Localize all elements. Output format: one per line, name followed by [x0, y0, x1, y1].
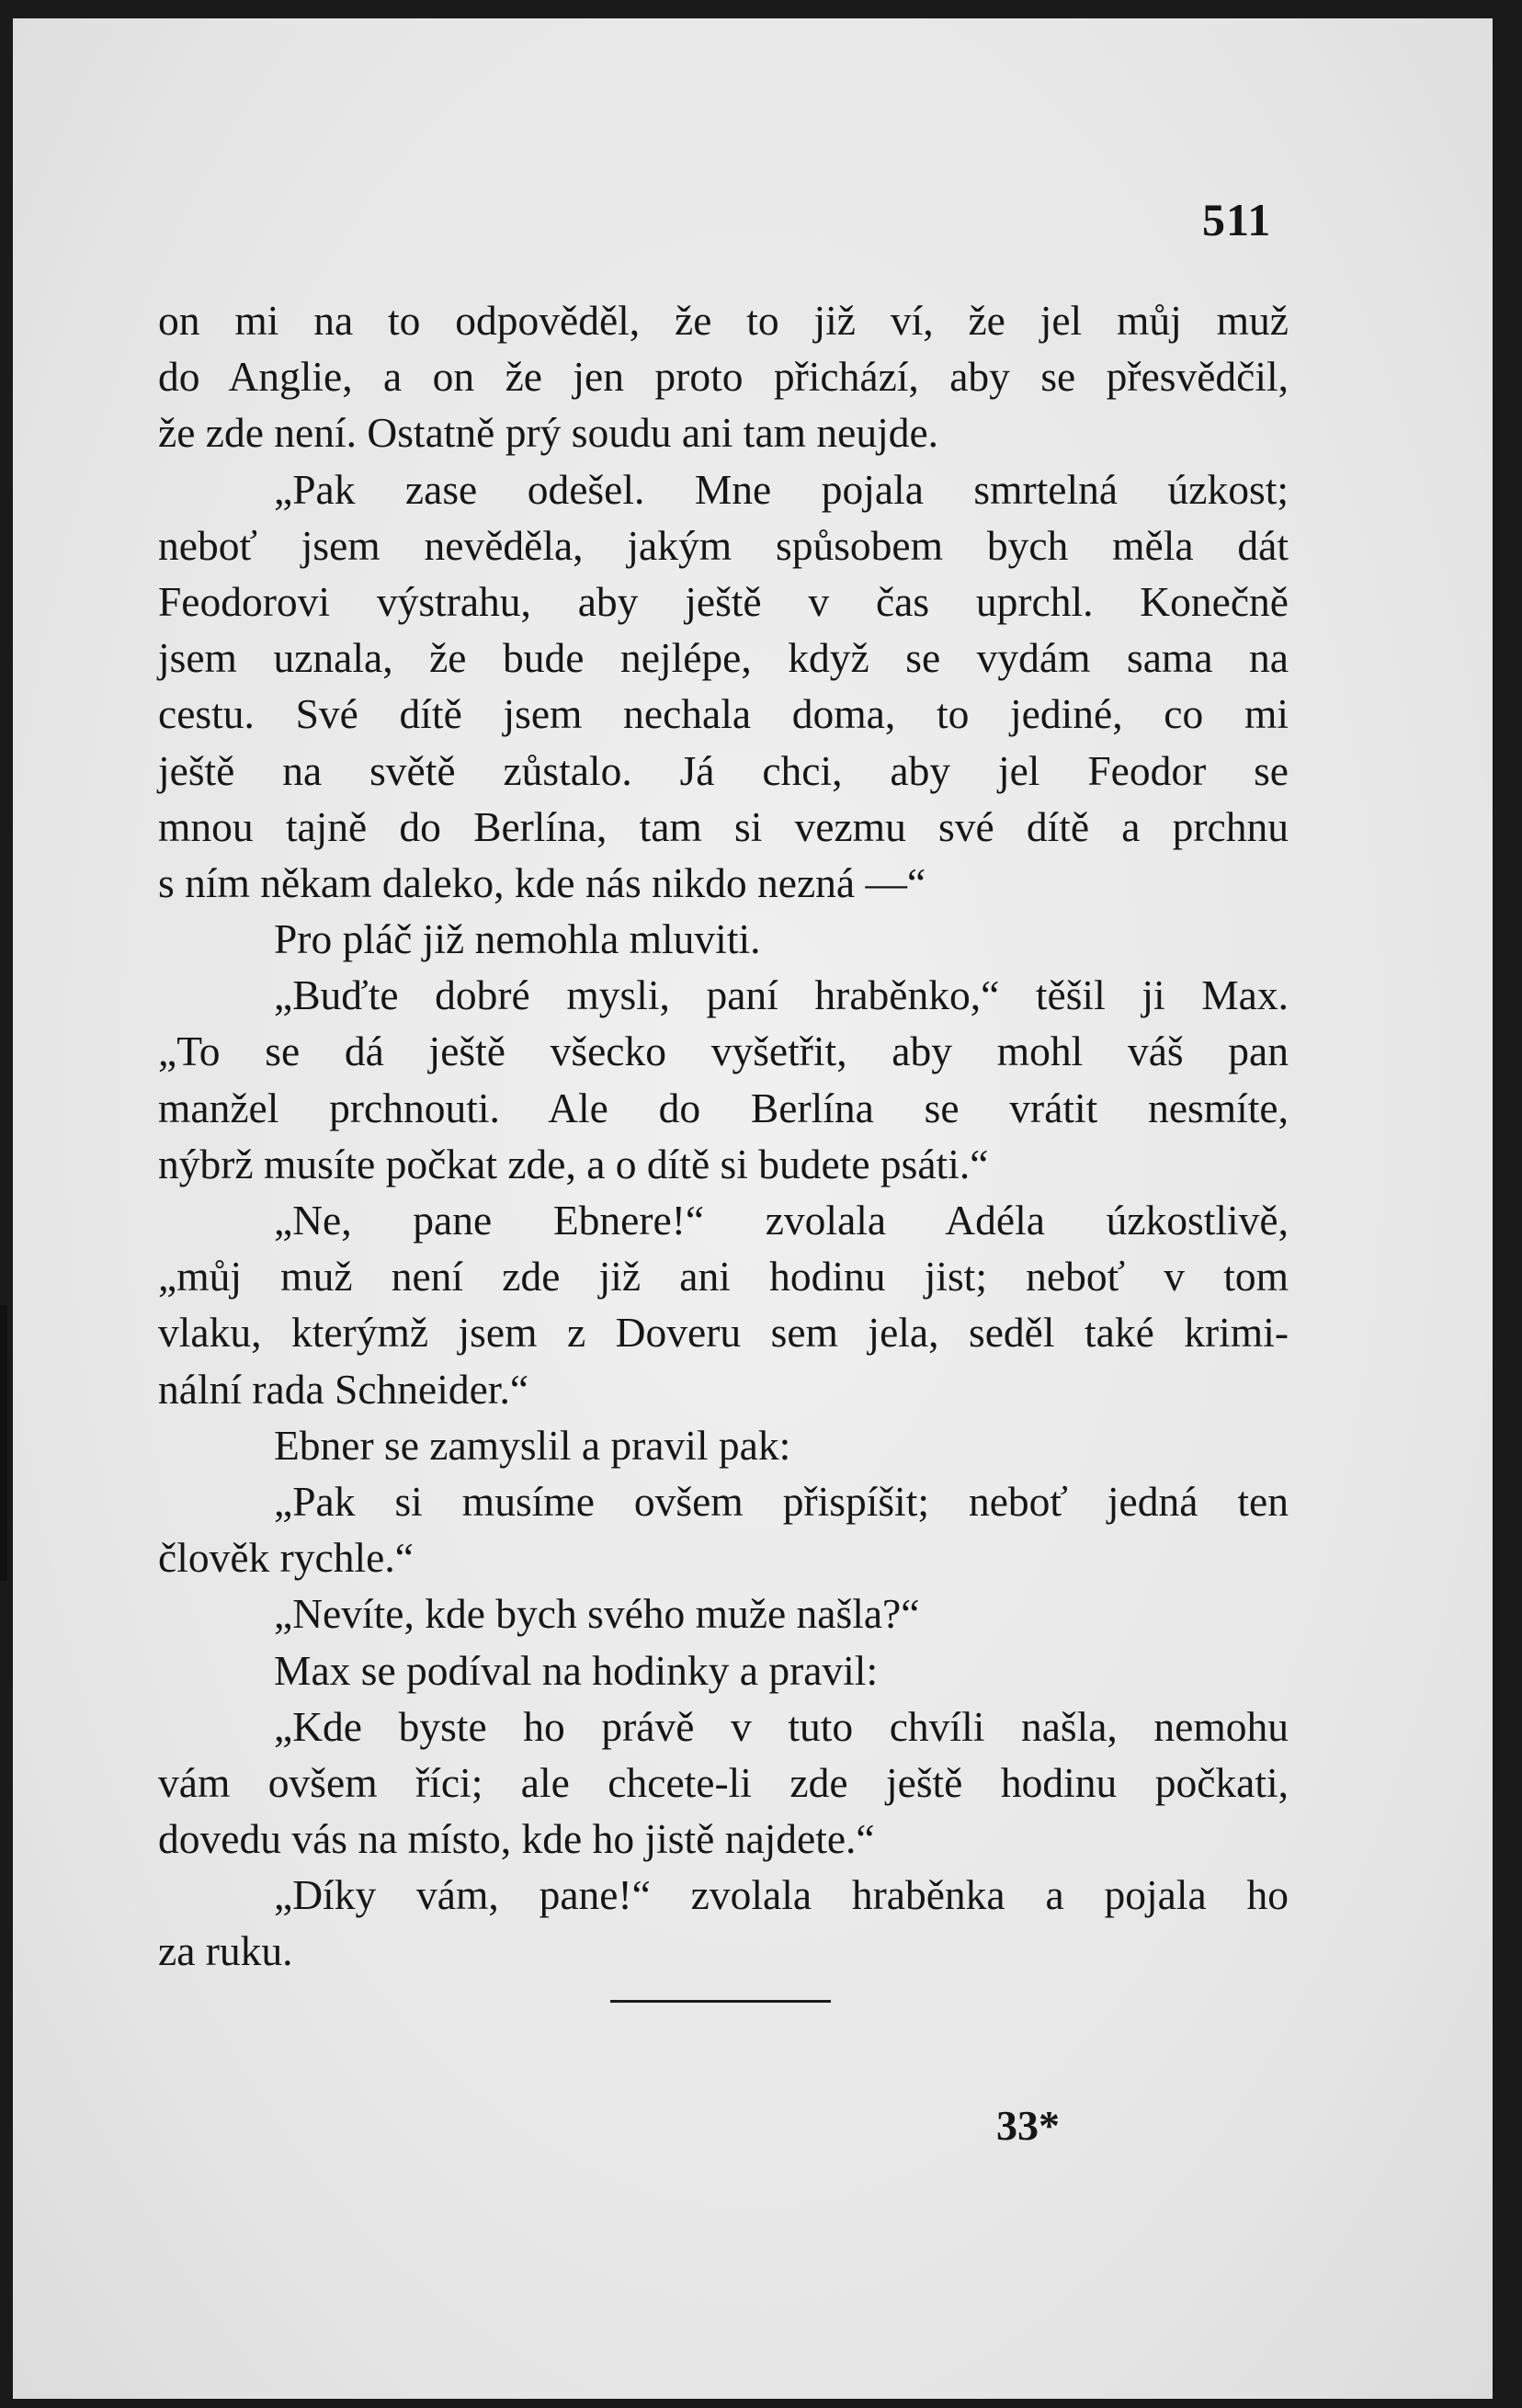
text-line: on mi na to odpověděl, že to již ví, že jel můj muž — [158, 297, 1289, 344]
text-line: za ruku. — [158, 1927, 293, 1975]
text-line: „Pak si musíme ovšem přispíšit; neboť jedná ten — [274, 1477, 1289, 1525]
text-line: Ebner se zamyslil a pravil pak: — [274, 1421, 791, 1469]
text-line: „Ne, pane Ebnere!“ zvolala Adéla úzkostlivě, — [274, 1197, 1289, 1244]
text-line: mnou tajně do Berlína, tam si vezmu své dítě a prchnu — [158, 802, 1289, 850]
text-line: dovedu vás na místo, kde ho jistě najdete.“ — [158, 1815, 875, 1863]
text-line: „Buďte dobré mysli, paní hraběnko,“ těšil ji Max. — [274, 971, 1289, 1019]
printer-signature-mark: 33* — [996, 2102, 1060, 2149]
text-line: s ním někam daleko, kde nás nikdo nezná —“ — [158, 858, 926, 906]
text-line: Pro pláč již nemohla mluviti. — [274, 915, 761, 963]
text-line: jsem uznala, že bude nejlépe, když se vydám sama na — [158, 634, 1289, 682]
text-line: nální rada Schneider.“ — [158, 1365, 529, 1413]
text-line: nýbrž musíte počkat zde, a o dítě si budete psáti.“ — [158, 1140, 989, 1187]
text-line: vám ovšem říci; ale chcete-li zde ještě hodinu počkati, — [158, 1758, 1289, 1806]
text-line: „můj muž není zde již ani hodinu jist; neboť v tom — [158, 1253, 1289, 1301]
section-rule — [610, 2000, 831, 2003]
text-line: do Anglie, a on že jen proto přichází, aby se přesvědčil, — [158, 353, 1289, 401]
text-line: ještě na světě zůstalo. Já chci, aby jel Feodor se — [158, 746, 1289, 794]
body-text — [158, 292, 1289, 1980]
text-line: cestu. Své dítě jsem nechala doma, to jediné, co mi — [158, 690, 1289, 738]
text-line: neboť jsem nevěděla, jakým spůsobem bych měla dát — [158, 521, 1289, 569]
text-line: „Pak zase odešel. Mne pojala smrtelná úzkost; — [274, 465, 1289, 513]
text-line: Max se podíval na hodinky a pravil: — [274, 1646, 879, 1694]
text-line: vlaku, kterýmž jsem z Doveru sem jela, seděl také krimi- — [158, 1309, 1289, 1357]
text-line: manžel prchnouti. Ale do Berlína se vrátit nesmíte, — [158, 1084, 1289, 1131]
text-line: Feodorovi výstrahu, aby ještě v čas uprchl. Konečně — [158, 577, 1289, 625]
text-line: že zde není. Ostatně prý soudu ani tam neujde. — [158, 409, 939, 457]
text-line: „To se dá ještě všecko vyšetřit, aby mohl váš pan — [158, 1028, 1289, 1075]
binding-edge — [0, 1305, 7, 1581]
text-line: „Díky vám, pane!“ zvolala hraběnka a pojala ho — [274, 1871, 1289, 1919]
text-line: „Kde byste ho právě v tuto chvíli našla, nemohu — [274, 1702, 1289, 1750]
text-line: člověk rychle.“ — [158, 1534, 414, 1582]
page-number: 511 — [1202, 194, 1272, 245]
text-line: „Nevíte, kde bych svého muže našla?“ — [274, 1590, 920, 1638]
